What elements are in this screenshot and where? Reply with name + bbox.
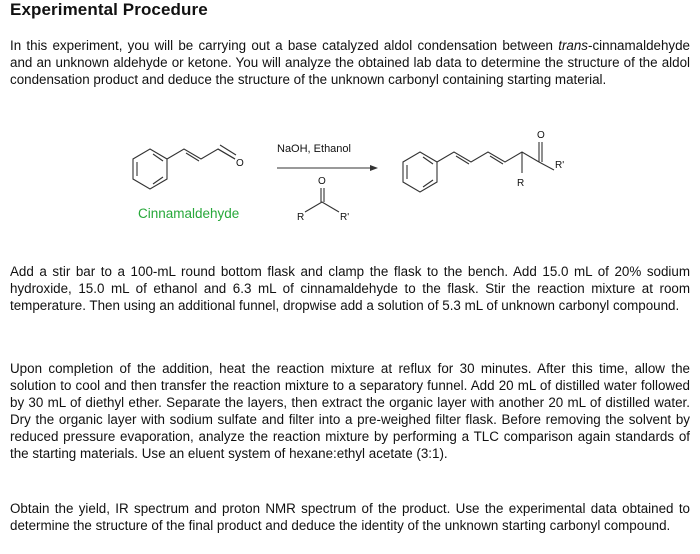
reactant-carbonyl-double: [220, 145, 236, 155]
product-oxygen-label: O: [537, 130, 545, 141]
reactant-name: Cinnamaldehyde: [138, 206, 240, 221]
workup-paragraph: Upon completion of the addition, heat the reaction mixture at reflux for 30 minutes. After this time, allow the solution to cool and then transfer the reaction mixture to a separatory funnel. Add 20 mL of distilled water followed by 30 mL of diethyl ether. Separate the layers, then extract the organic layer with another 20 mL of distilled water. Dry the organic layer with sodium sulfate and filter into a pre-weighed filter flask. Before removing the solvent by reduced pressure evaporation, analyze the reaction mixture by performing a TLC comparison again standards of the starting materials. Use an eluent system of hexane:ethyl acetate (3:1).: [10, 361, 690, 461]
reactant-benzene-ring: [133, 149, 167, 189]
product-r-prime-label: R': [555, 160, 565, 171]
reaction-scheme: [0, 118, 700, 236]
procedure-paragraph: Add a stir bar to a 100-mL round bottom flask and clamp the flask to the bench. Add 15.0 mL of 20% sodium hydroxide, 15.0 mL of ethanol and 6.3 mL of cinnamaldehyde to the flask. Stir the reaction mixture at room temperature. Then using an additional funnel, dropwise add a solution of 5.3 mL of unknown carbonyl compound.: [10, 264, 690, 313]
intro-text-start: In this experiment, you will be carrying out a base catalyzed aldol condensation between: [10, 38, 559, 53]
product-ring-double-1: [423, 157, 433, 164]
reaction-arrow-head: [370, 165, 378, 171]
intro-paragraph: [10, 37, 690, 88]
product-chain: [437, 152, 539, 162]
product-r-label: R: [517, 178, 525, 189]
reagent-oxygen-label: O: [318, 176, 326, 187]
product-r-prime-bond: [539, 162, 554, 170]
reagent-backbone: [305, 202, 339, 212]
reactant-carbonyl-bond: [218, 149, 235, 159]
product-ring-double-3: [423, 180, 433, 187]
intro-text-end: -cinnamaldehyde and an unknown aldehyde or ketone. You will analyze the obtained lab data to determine the structure of the aldol condensation product and deduce the structure of the unknown carbonyl containing starting material.: [10, 38, 690, 87]
reagent-carbonyl-structure: [297, 176, 349, 223]
page-title: Experimental Procedure: [10, 0, 208, 19]
reactant-ring-double-1: [153, 154, 163, 161]
reactant-oxygen-label: O: [236, 158, 244, 169]
conditions-label: NaOH, Ethanol: [277, 143, 351, 155]
reagent-r-prime-label: R': [340, 212, 350, 223]
intro-italic-trans: trans: [558, 38, 589, 53]
reactant-chain: [167, 149, 235, 159]
product-benzene-ring: [403, 152, 437, 192]
reagent-r-label: R: [297, 212, 305, 223]
cinnamaldehyde-structure: [133, 145, 244, 189]
reactant-ring-double-3: [153, 177, 163, 184]
product-structure: [403, 130, 564, 192]
analysis-paragraph: Obtain the yield, IR spectrum and proton NMR spectrum of the product. Use the experimental data obtained to determine the structure of the final product and deduce the identity of the unknown starting carbonyl compound.: [10, 501, 690, 533]
